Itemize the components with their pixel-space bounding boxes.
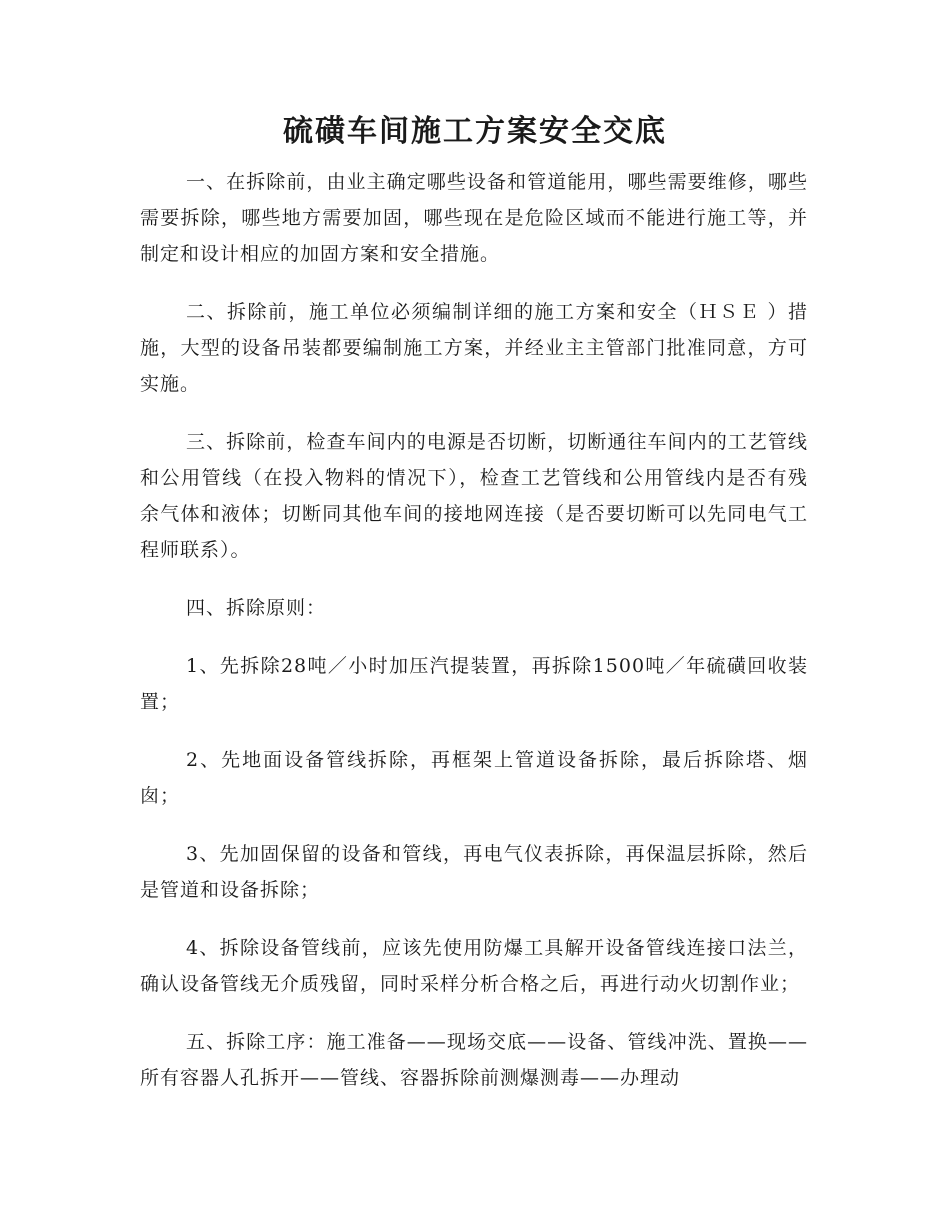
paragraph-9: 五、拆除工序：施工准备——现场交底——设备、管线冲洗、置换——所有容器人孔拆开——管线、容器拆除前测爆测毒——办理动 — [140, 1031, 808, 1089]
paragraph-3: 三、拆除前，检查车间内的电源是否切断，切断通往车间内的工艺管线和公用管线（在投入物料的情况下），检查工艺管线和公用管线内是否有残余气体和液体；切断同其他车间的接地网连接（是否要切断可以先同电气工程师联系）。 — [140, 431, 808, 561]
paragraph-5: 1、先拆除28吨／小时加压汽提装置，再拆除1500吨／年硫磺回收装置； — [140, 655, 808, 713]
paragraph-6: 2、先地面设备管线拆除，再框架上管道设备拆除，最后拆除塔、烟囱； — [140, 749, 808, 807]
document-body — [140, 164, 808, 1118]
paragraph-8: 4、拆除设备管线前，应该先使用防爆工具解开设备管线连接口法兰，确认设备管线无介质残留，同时采样分析合格之后，再进行动火切割作业； — [140, 937, 808, 995]
paragraph-2: 二、拆除前，施工单位必须编制详细的施工方案和安全（ＨＳＥ ）措施，大型的设备吊装都要编制施工方案，并经业主主管部门批准同意，方可实施。 — [140, 301, 808, 395]
paragraph-4: 四、拆除原则： — [186, 597, 327, 619]
document-title: 硫磺车间施工方案安全交底 — [283, 114, 667, 149]
paragraph-7: 3、先加固保留的设备和管线，再电气仪表拆除，再保温层拆除，然后是管道和设备拆除； — [140, 843, 808, 901]
paragraph-1: 一、在拆除前，由业主确定哪些设备和管道能用，哪些需要维修，哪些需要拆除，哪些地方需要加固，哪些现在是危险区域而不能进行施工等，并制定和设计相应的加固方案和安全措施。 — [140, 171, 808, 265]
